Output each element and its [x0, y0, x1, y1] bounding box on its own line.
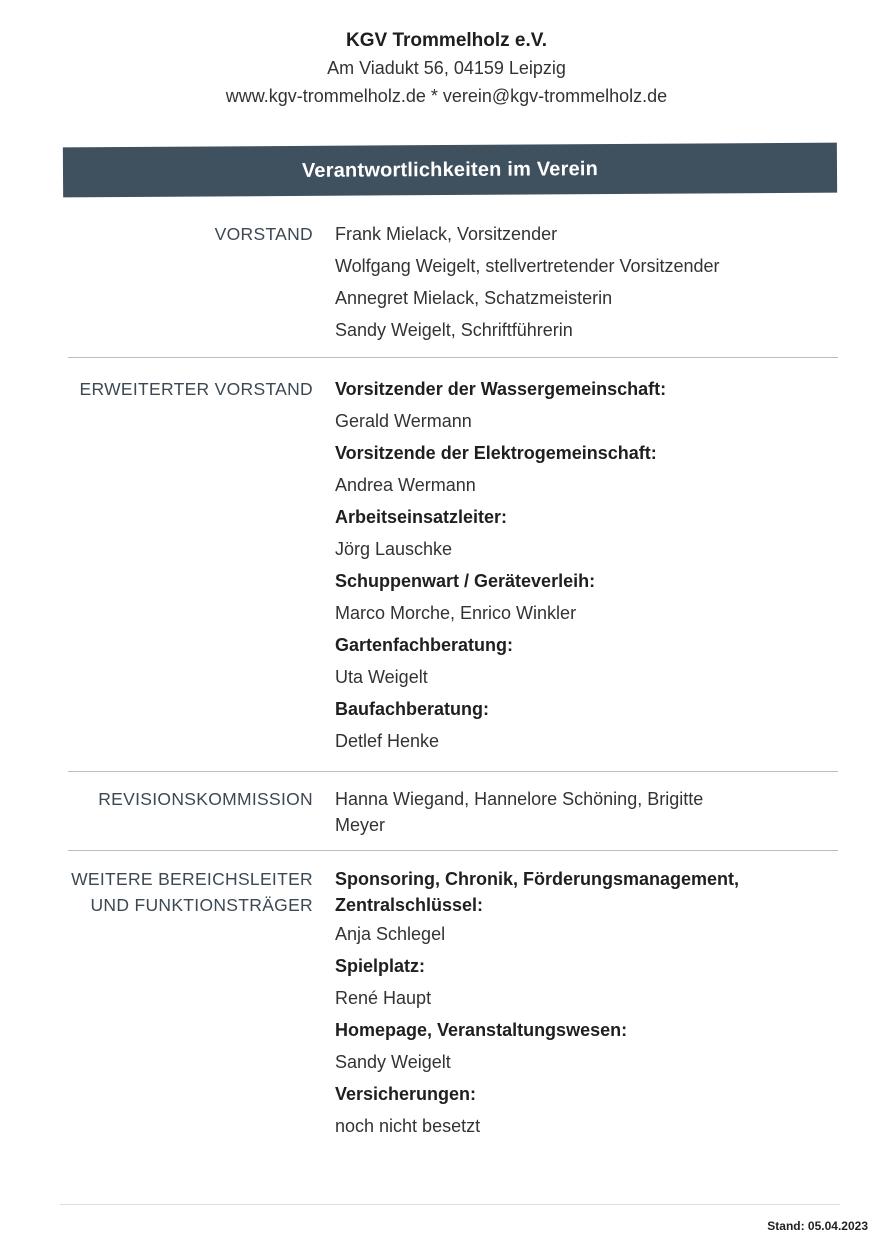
role-title: Homepage, Veranstaltungswesen:	[335, 1020, 628, 1040]
section-label-weitere	[53, 866, 313, 918]
revision-members-line: Hanna Wiegand, Hannelore Schöning, Brigitte	[335, 789, 704, 809]
role-title: Versicherungen:	[335, 1084, 477, 1104]
banner-title: Verantwortlichkeiten im Verein	[301, 157, 599, 182]
role-holder: noch nicht besetzt	[335, 1116, 481, 1136]
role-holder: Jörg Lauschke	[335, 539, 453, 559]
revision-members-line: Meyer	[335, 815, 386, 835]
weitere-list	[335, 866, 815, 1142]
section-label-line: UND FUNKTIONSTRÄGER	[90, 895, 313, 915]
divider	[68, 850, 838, 851]
section-label-line: WEITERE BEREICHSLEITER	[71, 869, 313, 889]
role-holder: Detlef Henke	[335, 731, 440, 751]
revision-members	[335, 786, 815, 838]
org-contact: www.kgv-trommelholz.de * verein@kgv-trommelholz.de	[225, 86, 668, 106]
role-holder: Sandy Weigelt	[335, 1052, 451, 1072]
role-title: Zentralschlüssel:	[335, 895, 484, 915]
title-banner	[63, 143, 837, 198]
role-title: Vorsitzende der Elektrogemeinschaft:	[335, 443, 657, 463]
footer-divider	[60, 1204, 840, 1205]
section-label-erweiterter-vorstand: ERWEITERTER VORSTAND	[79, 379, 313, 399]
list-item: Frank Mielack, Vorsitzender	[335, 224, 558, 244]
role-title: Vorsitzender der Wassergemeinschaft:	[335, 379, 667, 399]
vorstand-list	[335, 218, 815, 346]
role-title: Sponsoring, Chronik, Förderungsmanagement,	[335, 869, 740, 889]
role-holder: Uta Weigelt	[335, 667, 428, 687]
list-item: Sandy Weigelt, Schriftführerin	[335, 320, 573, 340]
letterhead	[0, 28, 893, 110]
role-holder: René Haupt	[335, 988, 432, 1008]
erweiterter-list	[335, 373, 815, 757]
role-title: Arbeitseinsatzleiter:	[335, 507, 508, 527]
divider	[68, 357, 838, 358]
stand-date: Stand: 05.04.2023	[767, 1219, 868, 1233]
role-title: Spielplatz:	[335, 956, 426, 976]
section-label-revisionskommission: REVISIONSKOMMISSION	[98, 789, 313, 809]
role-holder: Anja Schlegel	[335, 924, 446, 944]
role-holder: Marco Morche, Enrico Winkler	[335, 603, 577, 623]
divider	[68, 771, 838, 772]
org-name: KGV Trommelholz e.V.	[346, 30, 547, 51]
section-label-vorstand: VORSTAND	[214, 224, 313, 244]
role-title: Schuppenwart / Geräteverleih:	[335, 571, 596, 591]
list-item: Annegret Mielack, Schatzmeisterin	[335, 288, 613, 308]
org-address: Am Viadukt 56, 04159 Leipzig	[327, 58, 566, 78]
role-title: Baufachberatung:	[335, 699, 490, 719]
list-item: Wolfgang Weigelt, stellvertretender Vorsitzender	[335, 256, 720, 276]
role-holder: Gerald Wermann	[335, 411, 472, 431]
role-title: Gartenfachberatung:	[335, 635, 514, 655]
role-holder: Andrea Wermann	[335, 475, 476, 495]
